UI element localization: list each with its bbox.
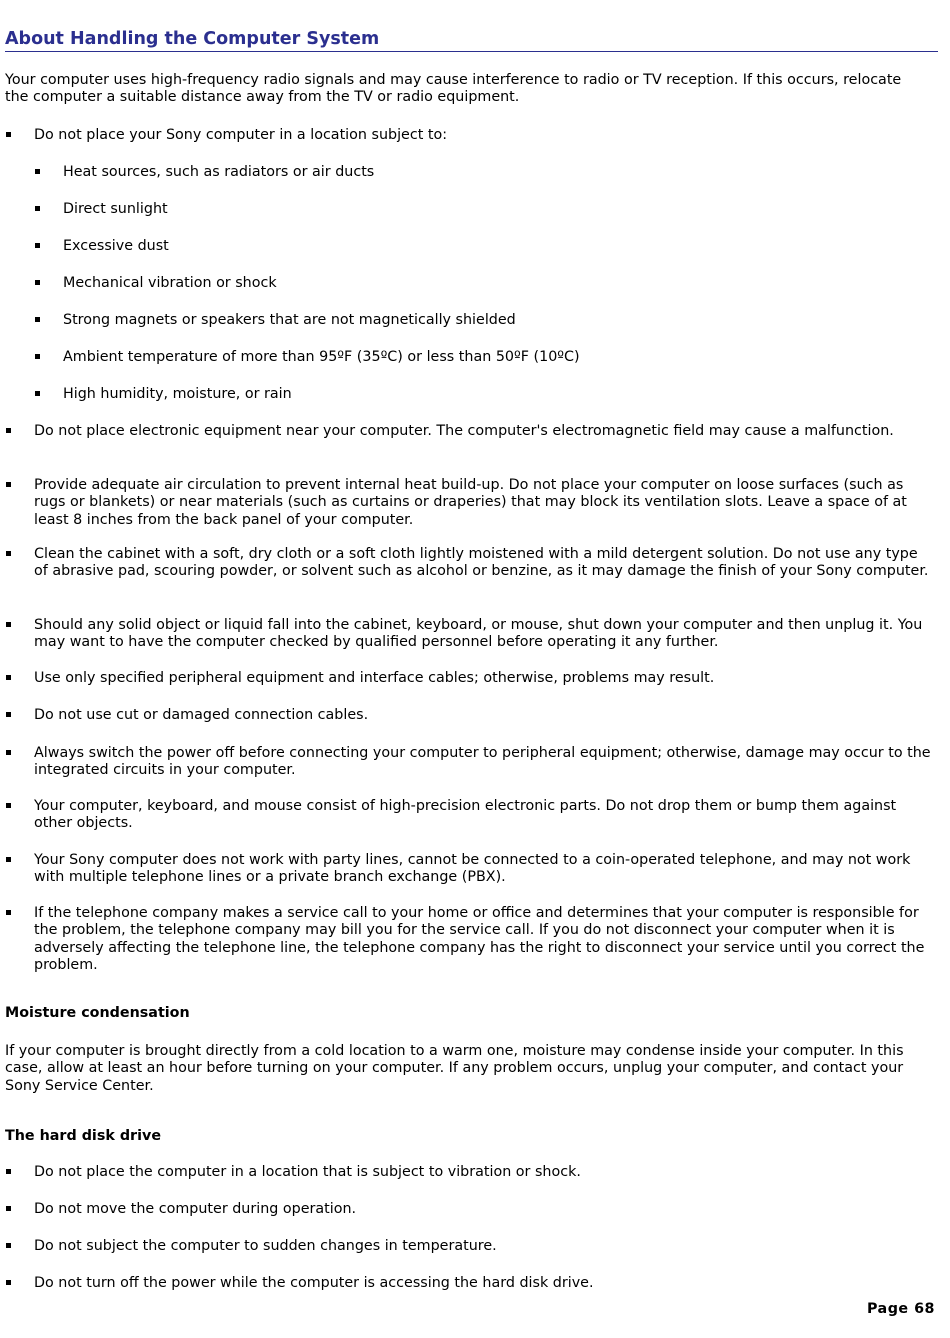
bullet-icon bbox=[6, 857, 11, 862]
list-item: Do not turn off the power while the computer is accessing the hard disk drive. bbox=[34, 1275, 934, 1292]
page-number: Page 68 bbox=[866, 1301, 935, 1317]
list-item: Should any solid object or liquid fall into the cabinet, keyboard, or mouse, shut down your computer and then unplug it. You may want to have the computer checked by qualified personnel before operating it any further. bbox=[34, 617, 934, 652]
bullet-icon bbox=[35, 243, 40, 248]
bullet-icon bbox=[6, 712, 11, 717]
bullet-icon bbox=[6, 1206, 11, 1211]
bullet-icon bbox=[6, 750, 11, 755]
list-item: Use only specified peripheral equipment and interface cables; otherwise, problems may result. bbox=[34, 670, 934, 687]
bullet-icon bbox=[6, 1169, 11, 1174]
list-item: Do not move the computer during operation. bbox=[34, 1201, 934, 1218]
bullet-icon bbox=[6, 803, 11, 808]
bullet-icon bbox=[6, 910, 11, 915]
bullet-icon bbox=[35, 391, 40, 396]
section-heading-moisture: Moisture condensation bbox=[5, 1005, 190, 1021]
bullet-icon bbox=[35, 280, 40, 285]
bullet-icon bbox=[6, 482, 11, 487]
list-item: If the telephone company makes a service call to your home or office and determines that your computer is responsible for the problem, the telephone company may bill you for the service call. If you do not disconnect your computer when it is adversely affecting the telephone line, the telephone company has the right to disconnect your service until you correct the problem. bbox=[34, 905, 934, 975]
list-item: Strong magnets or speakers that are not magnetically shielded bbox=[63, 312, 923, 329]
bullet-icon bbox=[6, 675, 11, 680]
list-item: Your Sony computer does not work with party lines, cannot be connected to a coin-operated telephone, and may not work with multiple telephone lines or a private branch exchange (PBX). bbox=[34, 852, 934, 887]
bullet-icon bbox=[6, 551, 11, 556]
section-heading-hard-disk: The hard disk drive bbox=[5, 1128, 162, 1144]
page-title: About Handling the Computer System bbox=[5, 29, 938, 52]
list-item: Direct sunlight bbox=[63, 201, 923, 218]
bullet-icon bbox=[35, 206, 40, 211]
moisture-paragraph: If your computer is brought directly from a cold location to a warm one, moisture may condense inside your computer. In this case, allow at least an hour before turning on your computer. If any problem occurs, unplug your computer, and contact your Sony Service Center. bbox=[5, 1043, 904, 1094]
list-item: Ambient temperature of more than 95ºF (35ºC) or less than 50ºF (10ºC) bbox=[63, 349, 923, 366]
bullet-icon bbox=[6, 1243, 11, 1248]
intro-paragraph: Your computer uses high-frequency radio signals and may cause interference to radio or TV reception. If this occurs, relocate the computer a suitable distance away from the TV or radio equipment. bbox=[5, 72, 902, 106]
list-item: Provide adequate air circulation to prevent internal heat build-up. Do not place your computer on loose surfaces (such as rugs or blankets) or near materials (such as curtains or draperies) that may block its ventilation slots. Leave a space of at least 8 inches from the back panel of your computer. bbox=[34, 477, 934, 529]
list-item: Always switch the power off before connecting your computer to peripheral equipment; otherwise, damage may occur to the integrated circuits in your computer. bbox=[34, 745, 934, 780]
list-item: Excessive dust bbox=[63, 238, 923, 255]
list-item: Do not place electronic equipment near your computer. The computer's electromagnetic field may cause a malfunction. bbox=[34, 423, 934, 440]
list-item: Clean the cabinet with a soft, dry cloth or a soft cloth lightly moistened with a mild detergent solution. Do not use any type of abrasive pad, scouring powder, or solvent such as alcohol or benzine, as it may damage the finish of your Sony computer. bbox=[34, 546, 934, 581]
list-item: Do not use cut or damaged connection cables. bbox=[34, 707, 934, 724]
list-item: Do not subject the computer to sudden changes in temperature. bbox=[34, 1238, 934, 1255]
list-item: High humidity, moisture, or rain bbox=[63, 386, 923, 403]
list-item: Mechanical vibration or shock bbox=[63, 275, 923, 292]
bullet-icon bbox=[35, 169, 40, 174]
bullet-icon bbox=[35, 354, 40, 359]
list-item: Your computer, keyboard, and mouse consist of high-precision electronic parts. Do not drop them or bump them against other objects. bbox=[34, 798, 934, 833]
list-item: Do not place the computer in a location that is subject to vibration or shock. bbox=[34, 1164, 934, 1181]
bullet-icon bbox=[6, 1280, 11, 1285]
bullet-icon bbox=[6, 428, 11, 433]
list-item: Do not place your Sony computer in a location subject to: bbox=[34, 127, 934, 144]
list-item: Heat sources, such as radiators or air ducts bbox=[63, 164, 923, 181]
bullet-icon bbox=[35, 317, 40, 322]
bullet-icon bbox=[6, 622, 11, 627]
bullet-icon bbox=[6, 132, 11, 137]
